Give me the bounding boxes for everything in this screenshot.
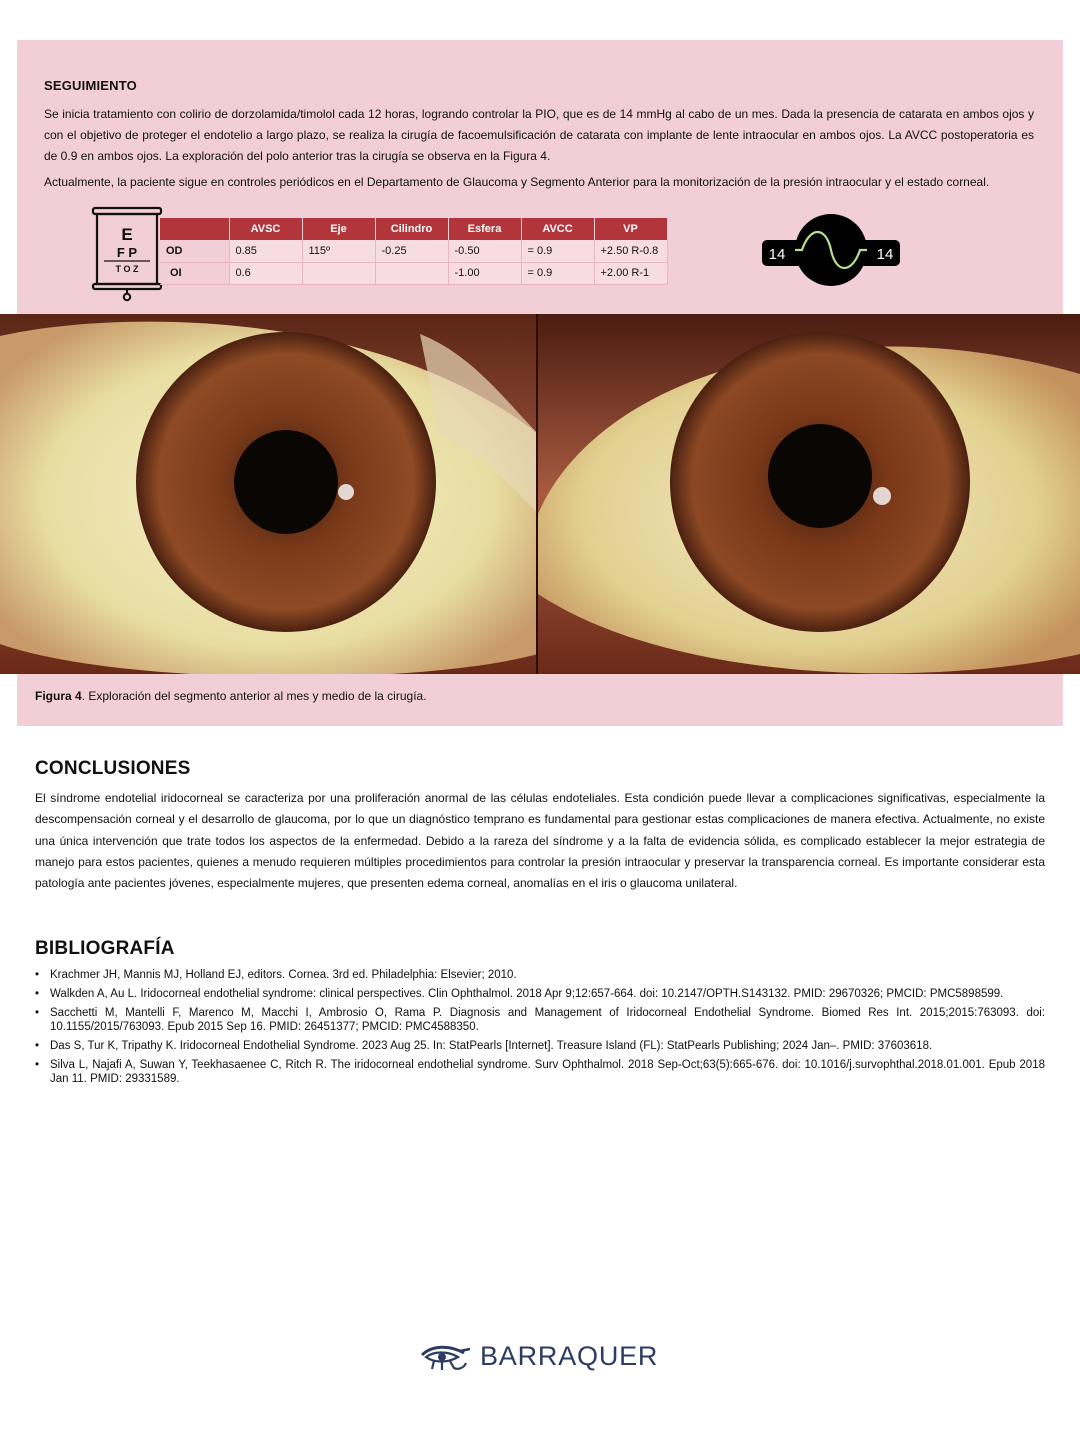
refraction-table xyxy=(160,218,668,285)
reference-text: Sacchetti M, Mantelli F, Marenco M, Macchi I, Ambrosio O, Rama P. Diagnosis and Management of Iridocorneal Endothelial Syndrome. Biomed Res Int. 2015;2015:763093. doi: 10.1155/2015/763093. Epub 2015 Sep 16. PMID: 26451377; PMCID: PMC4588350. xyxy=(50,1007,1045,1033)
pio-right-value: 14 xyxy=(876,246,894,263)
table-cell: -1.00 xyxy=(448,262,521,284)
reference-text: Krachmer JH, Mannis MJ, Holland EJ, editors. Cornea. 3rd ed. Philadelphia: Elsevier; 2010. xyxy=(50,969,517,981)
bibliografia-title: BIBLIOGRAFÍA xyxy=(35,938,175,959)
table-row xyxy=(160,262,667,284)
chart-letters-row-3: T O Z xyxy=(115,264,139,274)
bullet: • xyxy=(35,1040,40,1052)
eye-chart-icon xyxy=(90,206,164,302)
table-cell: 0.85 xyxy=(229,240,302,262)
list-item xyxy=(35,1039,1045,1053)
left-eye-photo xyxy=(538,314,1080,674)
barraquer-eye-logo-icon xyxy=(420,1343,472,1371)
table-cell-eye: OI xyxy=(160,262,229,284)
pio-left-value: 14 xyxy=(768,246,786,263)
refraction-table-header xyxy=(160,218,667,240)
seguimiento-title: SEGUIMIENTO xyxy=(44,78,137,93)
table-header-eje: Eje xyxy=(302,218,375,240)
table-header-cilindro: Cilindro xyxy=(375,218,448,240)
intraocular-pressure-icon xyxy=(762,212,900,288)
logo-text: BARRAQUER xyxy=(480,1341,659,1371)
figure-label: Figura 4 xyxy=(35,689,82,703)
figure-caption xyxy=(35,689,427,703)
table-row xyxy=(160,240,667,262)
reference-text: Walkden A, Au L. Iridocorneal endothelial syndrome: clinical perspectives. Clin Ophthalmol. 2018 Apr 9;12:657-664. doi: 10.2147/OPTH.S143132. PMID: 29670326; PMCID: PMC5898599. xyxy=(50,988,1004,1000)
reference-text: Das S, Tur K, Tripathy K. Iridocorneal Endothelial Syndrome. 2023 Aug 25. In: StatPearls [Internet]. Treasure Island (FL): StatPearls Publishing; 2024 Jan–. PMID: 37603618. xyxy=(50,1040,933,1052)
table-header-vp: VP xyxy=(594,218,667,240)
table-header-esfera: Esfera xyxy=(448,218,521,240)
list-item xyxy=(35,987,1045,1001)
reference-text: Silva L, Najafi A, Suwan Y, Teekhasaenee C, Ritch R. The iridocorneal endothelial syndrome. Surv Ophthalmol. 2018 Sep-Oct;63(5):665-676. doi: 10.1016/j.survophthal.2018.01.001. Epub 2018 Jan 11. PMID: 29331589. xyxy=(50,1059,1045,1085)
table-cell: -0.25 xyxy=(375,240,448,262)
table-cell: 115º xyxy=(302,240,375,262)
chart-letters-row-1: E xyxy=(121,225,133,244)
bullet: • xyxy=(35,988,40,1000)
seguimiento-paragraph-1: Se inicia tratamiento con colirio de dorzolamida/timolol cada 12 horas, logrando controlar la PIO, que es de 14 mmHg al cabo de un mes. Dada la presencia de catarata en ambos ojos y con el objetivo de proteger el endotelio a largo plazo, se realiza la cirugía de facoemulsificación de catarata con implante de lente intraocular en ambos ojos. La AVCC postoperatoria es de 0.9 en ambos ojos. La exploración del polo anterior tras la cirugía se observa en la Figura 4. xyxy=(44,107,1034,163)
references-list xyxy=(35,968,1045,1091)
table-cell: 0.6 xyxy=(229,262,302,284)
list-item xyxy=(35,1006,1045,1034)
conclusiones-title: CONCLUSIONES xyxy=(35,758,191,779)
table-header-avsc: AVSC xyxy=(229,218,302,240)
table-cell: +2.00 R-1 xyxy=(594,262,667,284)
table-cell xyxy=(302,262,375,284)
table-cell: = 0.9 xyxy=(521,262,594,284)
bullet: • xyxy=(35,969,40,981)
bullet: • xyxy=(35,1007,40,1019)
figure-4-photo xyxy=(0,314,1080,674)
table-header-avcc: AVCC xyxy=(521,218,594,240)
figure-caption-text: . Exploración del segmento anterior al mes y medio de la cirugía. xyxy=(81,689,427,703)
table-cell-eye: OD xyxy=(160,240,229,262)
seguimiento-paragraph-2: Actualmente, la paciente sigue en controles periódicos en el Departamento de Glaucoma y Segmento Anterior para la monitorización de la presión intraocular y el estado corneal. xyxy=(44,175,990,189)
right-eye-photo xyxy=(0,314,538,674)
bullet: • xyxy=(35,1059,40,1071)
barraquer-logo xyxy=(420,1340,670,1374)
table-cell: = 0.9 xyxy=(521,240,594,262)
table-cell xyxy=(375,262,448,284)
table-cell: -0.50 xyxy=(448,240,521,262)
table-header-blank xyxy=(160,218,229,240)
chart-letters-row-2: F P xyxy=(116,245,138,260)
list-item xyxy=(35,1058,1045,1086)
table-cell: +2.50 R-0.8 xyxy=(594,240,667,262)
conclusiones-text: El síndrome endotelial iridocorneal se caracteriza por una proliferación anormal de las células endoteliales. Esta condición puede llevar a complicaciones significativas, especialmente la descompensación corneal y el desarrollo de glaucoma, por lo que un diagnóstico temprano es fundamental para gestionar estas complicaciones de manera efectiva. Actualmente, no existe una única intervención que trate todos los aspectos de la enfermedad. Debido a la rareza del síndrome y a la falta de evidencia sólida, es complicado establecer la mejor estrategia de manejo para estos pacientes, quienes a menudo requieren múltiples procedimientos para controlar la presión intraocular y preservar la transparencia corneal. Es importante considerar esta patología ante pacientes jóvenes, especialmente mujeres, que presenten edema corneal, anomalías en el iris o glaucoma unilateral. xyxy=(35,791,1045,891)
list-item xyxy=(35,968,1045,982)
